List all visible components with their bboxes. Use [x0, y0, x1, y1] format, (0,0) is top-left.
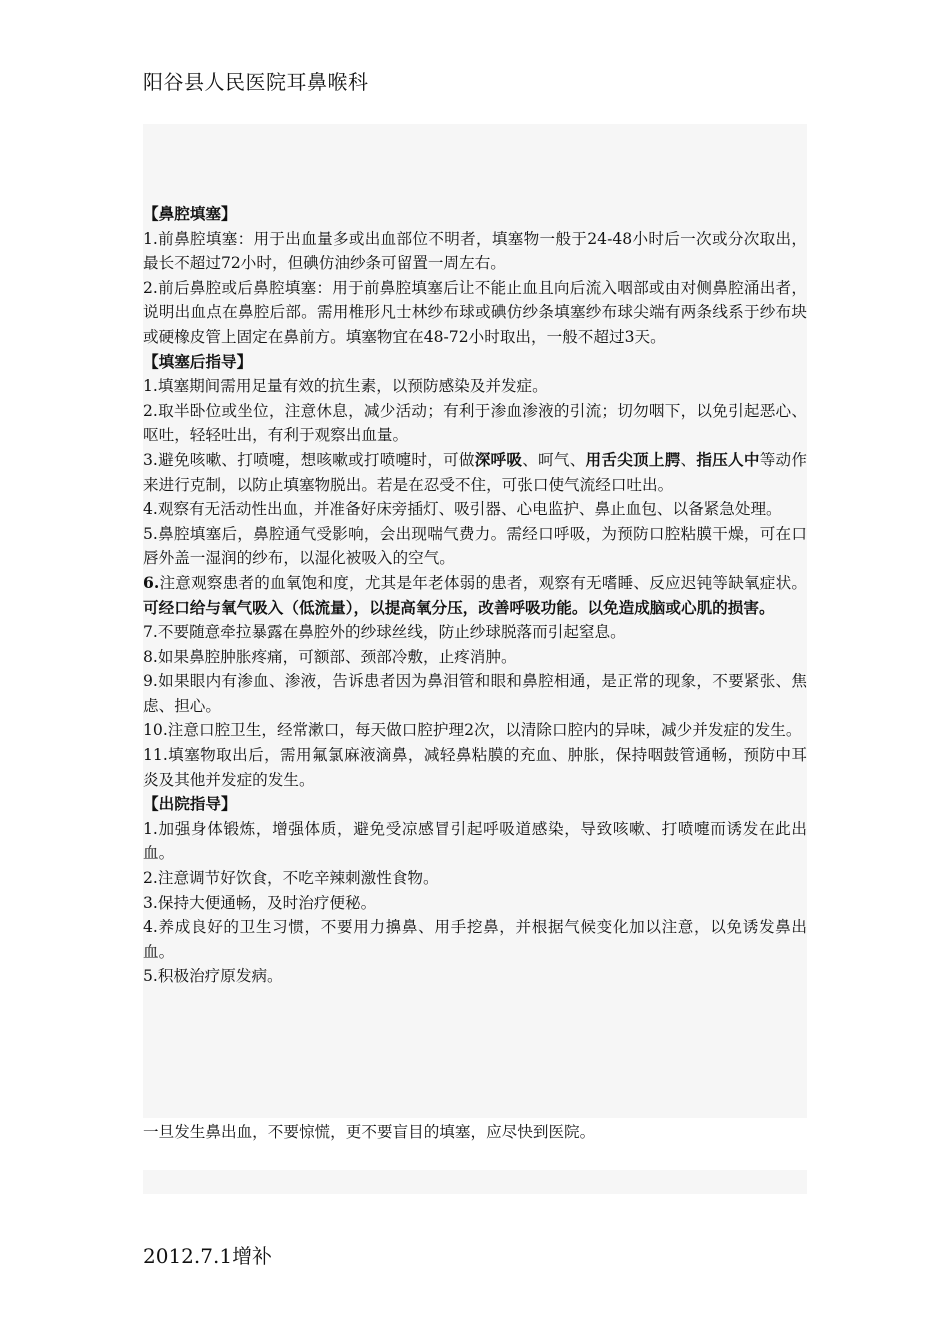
footer-date: 2012.7.1增补 [143, 1244, 273, 1268]
paragraph: 11.填塞物取出后，需用氟氯麻液滴鼻，减轻鼻粘膜的充血、肿胀，保持咽鼓管通畅，预防中耳炎及其他并发症的发生。 [143, 746, 807, 789]
paragraph [143, 448, 807, 497]
bold-text: 可经口给与氧气吸入（低流量），以提高氧分压，改善呼吸功能。以免造成脑或心肌的损害。 [143, 597, 775, 617]
paragraph: 9.如果眼内有渗血、渗液，告诉患者因为鼻泪管和眼和鼻腔相通，是正常的现象，不要紧张、焦虑、担心。 [143, 672, 807, 715]
paragraph: 2.取半卧位或坐位，注意休息，减少活动；有利于渗血渗液的引流；切勿咽下，以免引起恶心、呕吐，轻轻吐出，有利于观察出血量。 [143, 401, 807, 445]
paragraph: 1.前鼻腔填塞：用于出血量多或出血部位不明者，填塞物一般于24-48小时后一次或分次取出，最长不超过72小时，但碘仿油纱条可留置一周左右。 [143, 229, 807, 273]
text-run: 等动作来进行克制，以防止填塞物脱出。若是在忍受不住，可张口使气流经口吐出。 [143, 450, 807, 494]
paragraph: 1.填塞期间需用足量有效的抗生素，以预防感染及并发症。 [143, 377, 548, 396]
paragraph: 8.如果鼻腔肿胀疼痛，可额部、颈部冷敷，止疼消肿。 [143, 647, 517, 666]
bold-text: 指压人中 [696, 449, 760, 469]
paragraph: 7.不要随意牵拉暴露在鼻腔外的纱球丝线，防止纱球脱落而引起窒息。 [143, 623, 626, 642]
page-header: 阳谷县人民医院耳鼻喉科 [143, 70, 369, 94]
section-heading-post-packing: 【填塞后指导】 [143, 351, 253, 371]
text-run: 、呵气、 [522, 450, 586, 469]
paragraph: 3.保持大便通畅，及时治疗便秘。 [143, 893, 377, 912]
paragraph [143, 571, 807, 620]
closing-note: 一旦发生鼻出血，不要惊慌，更不要盲目的填塞，应尽快到医院。 [143, 1123, 596, 1141]
paragraph: 10.注意口腔卫生，经常漱口，每天做口腔护理2次，以清除口腔内的异味，减少并发症的发生。 [143, 721, 802, 740]
paragraph: 2.前后鼻腔或后鼻腔填塞：用于前鼻腔填塞后让不能止血且向后流入咽部或由对侧鼻腔涌出者，说明出血点在鼻腔后部。需用椎形凡士林纱布球或碘仿纱条填塞纱布球尖端有两条线系于纱布块或硬橡皮管上固定在鼻前方。填塞物宜在48-72小时取出，一般不超过3天。 [143, 278, 807, 346]
text-run: 3.避免咳嗽、打喷嚏，想咳嗽或打喷嚏时，可做 [143, 450, 475, 469]
section-heading-nasal-packing: 【鼻腔填塞】 [143, 204, 237, 223]
section-heading-discharge: 【出院指导】 [143, 794, 237, 814]
paragraph: 4.观察有无活动性出血，并准备好床旁插灯、吸引器、心电监护、鼻止血包、以备紧急处理。 [143, 500, 782, 519]
shaded-spacer-top [143, 124, 807, 202]
document-body [143, 202, 807, 1118]
shaded-spacer-bottom [143, 1170, 807, 1194]
text-run: 、 [680, 450, 697, 469]
bold-text: 用舌尖顶上腭 [585, 449, 681, 469]
bold-text: 深呼吸 [474, 449, 523, 469]
paragraph: 4.养成良好的卫生习惯，不要用力擤鼻、用手挖鼻，并根据气候变化加以注意，以免诱发鼻出血。 [143, 918, 807, 961]
paragraph: 2.注意调节好饮食，不吃辛辣刺激性食物。 [143, 869, 439, 888]
bold-text: 6. [143, 572, 160, 592]
paragraph: 5.鼻腔填塞后，鼻腔通气受影响，会出现喘气费力。需经口呼吸，为预防口腔粘膜干燥，可在口唇外盖一湿润的纱布，以湿化被吸入的空气。 [143, 524, 807, 568]
paragraph: 1.加强身体锻炼，增强体质，避免受凉感冒引起呼吸道感染，导致咳嗽、打喷嚏而诱发在此出血。 [143, 819, 807, 863]
paragraph: 5.积极治疗原发病。 [143, 967, 283, 986]
text-run: 注意观察患者的血氧饱和度，尤其是年老体弱的患者，观察有无嗜睡、反应迟钝等缺氧症状。 [159, 573, 807, 592]
